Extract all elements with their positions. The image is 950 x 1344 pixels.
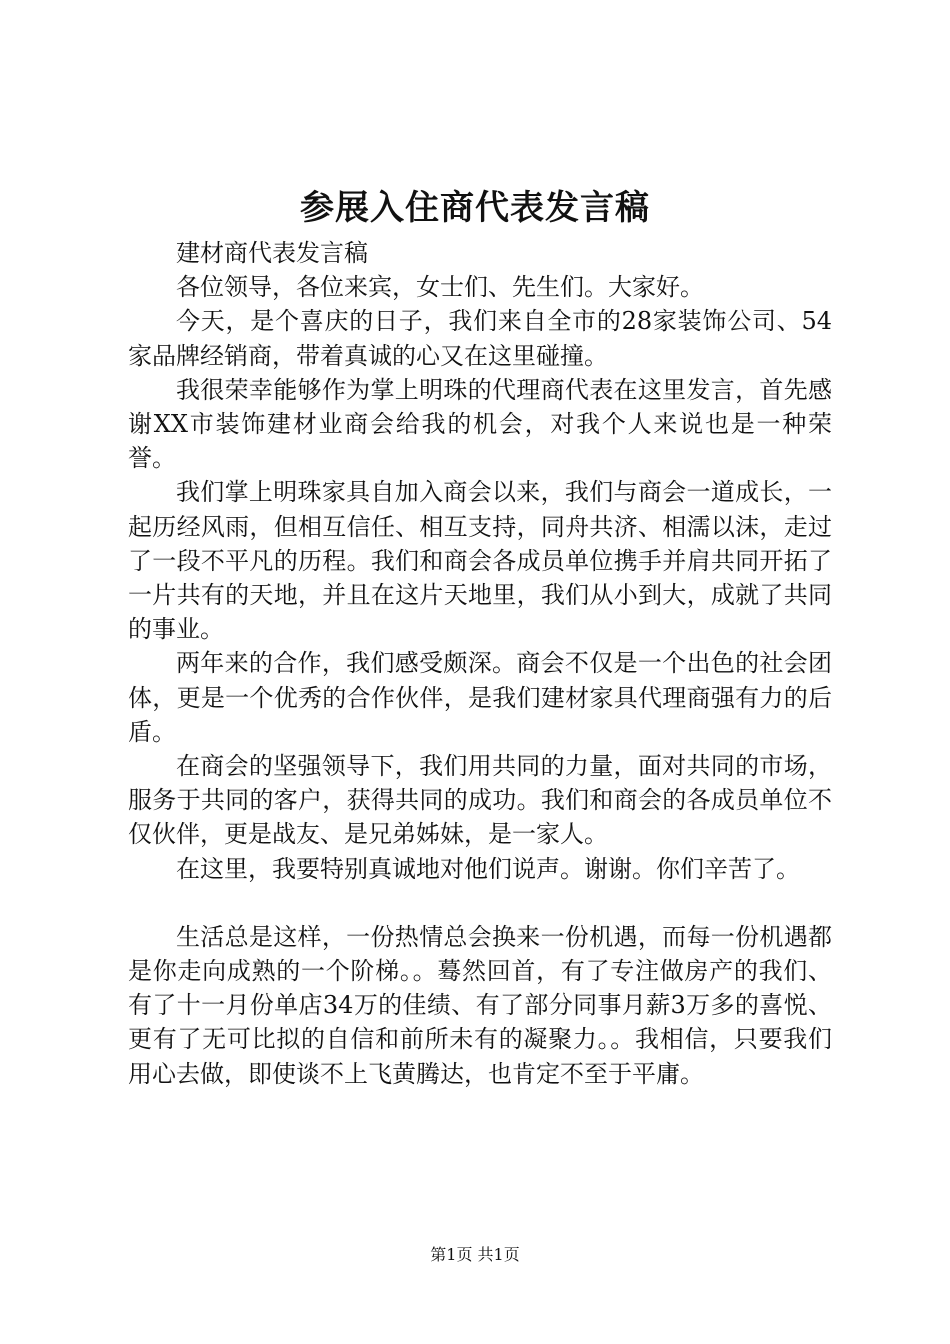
page-footer: 第1页 共1页	[430, 1245, 520, 1264]
document-body	[128, 236, 832, 1091]
document-title: 参展入住商代表发言稿	[300, 188, 650, 228]
paragraph: 今天，是个喜庆的日子，我们来自全市的28家装饰公司、54家品牌经销商，带着真诚的心又在这里碰撞。	[128, 307, 832, 370]
paragraph-greeting: 各位领导，各位来宾，女士们、先生们。大家好。	[176, 273, 704, 302]
paragraph: 在商会的坚强领导下，我们用共同的力量，面对共同的市场，服务于共同的客户，获得共同的成功。我们和商会的各成员单位不仅伙伴，更是战友、是兄弟姊妹，是一家人。	[128, 752, 832, 849]
paragraph-subtitle: 建材商代表发言稿	[176, 239, 368, 267]
paragraph-spacer	[128, 886, 832, 920]
paragraph: 两年来的合作，我们感受颇深。商会不仅是一个出色的社会团体，更是一个优秀的合作伙伴，是我们建材家具代理商强有力的后盾。	[128, 649, 832, 746]
paragraph: 我们掌上明珠家具自加入商会以来，我们与商会一道成长，一起历经风雨，但相互信任、相互支持，同舟共济、相濡以沫，走过了一段不平凡的历程。我们和商会各成员单位携手并肩共同开拓了一片共有的天地，并且在这片天地里，我们从小到大，成就了共同的事业。	[128, 478, 832, 644]
paragraph: 我很荣幸能够作为掌上明珠的代理商代表在这里发言，首先感谢XX市装饰建材业商会给我的机会，对我个人来说也是一种荣誉。	[128, 375, 832, 473]
paragraph-thanks: 在这里，我要特别真诚地对他们说声。谢谢。你们辛苦了。	[176, 854, 800, 883]
paragraph-closing: 生活总是这样，一份热情总会换来一份机遇，而每一份机遇都是你走向成熟的一个阶梯。。蓦然回首，有了专注做房产的我们、有了十一月份单店34万的佳绩、有了部分同事月薪3万多的喜悦、更有了无可比拟的自信和前所未有的凝聚力。。我相信，只要我们用心去做，即使谈不上飞黄腾达，也肯定不至于平庸。	[128, 922, 832, 1088]
